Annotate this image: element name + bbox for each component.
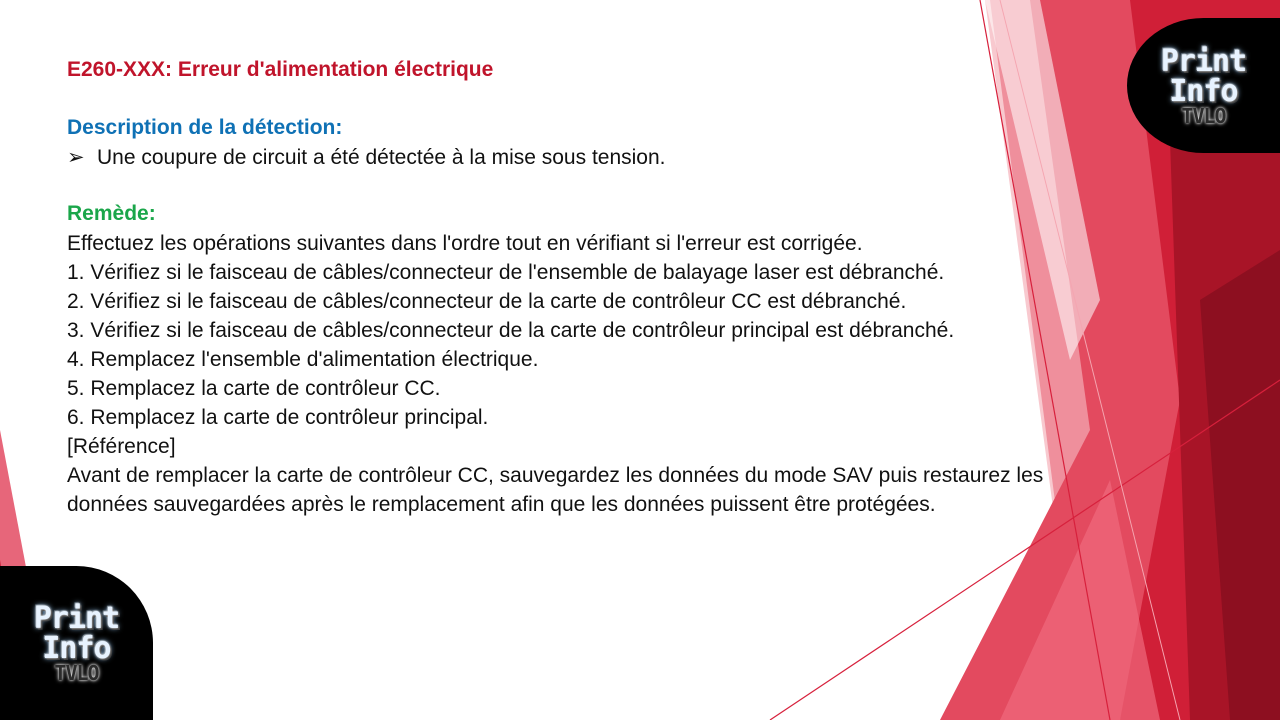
remedy-step-4: 4. Remplacez l'ensemble d'alimentation électrique. <box>67 348 539 371</box>
remedy-step-5: 5. Remplacez la carte de contrôleur CC. <box>67 377 441 400</box>
slide-title: E260-XXX: Erreur d'alimentation électrique <box>67 58 494 81</box>
bullet-text: Une coupure de circuit a été détectée à la mise sous tension. <box>97 146 666 169</box>
arrow-bullet-icon: ➢ <box>67 146 85 169</box>
description-heading: Description de la détection: <box>67 116 343 139</box>
print-info-logo-top <box>1127 18 1280 153</box>
logo-word-info: Info <box>42 631 111 666</box>
remedy-step-1: 1. Vérifiez si le faisceau de câbles/connecteur de l'ensemble de balayage laser est débranché. <box>67 261 945 284</box>
logo-word-tvlo: TVLO <box>1181 103 1226 128</box>
logo-word-info: Info <box>1169 73 1238 109</box>
remedy-steps <box>67 229 1097 519</box>
remedy-intro: Effectuez les opérations suivantes dans l'ordre tout en vérifiant si l'erreur est corrigée. <box>67 232 863 255</box>
bullet-item <box>67 145 666 170</box>
remedy-step-2: 2. Vérifiez si le faisceau de câbles/connecteur de la carte de contrôleur CC est débranché. <box>67 290 907 313</box>
reference-label: [Référence] <box>67 435 176 458</box>
logo-word-print: Print <box>33 601 120 636</box>
logo-word-tvlo: TVLO <box>54 661 99 685</box>
reference-paragraph: Avant de remplacer la carte de contrôleur CC, sauvegardez les données du mode SAV puis restaurez les données sauvegardées après le remplacement afin que les données puissent être protégées. <box>67 464 1044 516</box>
remedy-step-3: 3. Vérifiez si le faisceau de câbles/connecteur de la carte de contrôleur principal est débranché. <box>67 319 955 342</box>
remedy-step-6: 6. Remplacez la carte de contrôleur principal. <box>67 406 489 429</box>
logo-word-print: Print <box>1160 43 1247 79</box>
remedy-heading: Remède: <box>67 202 156 225</box>
print-info-logo-bottom <box>0 566 153 720</box>
